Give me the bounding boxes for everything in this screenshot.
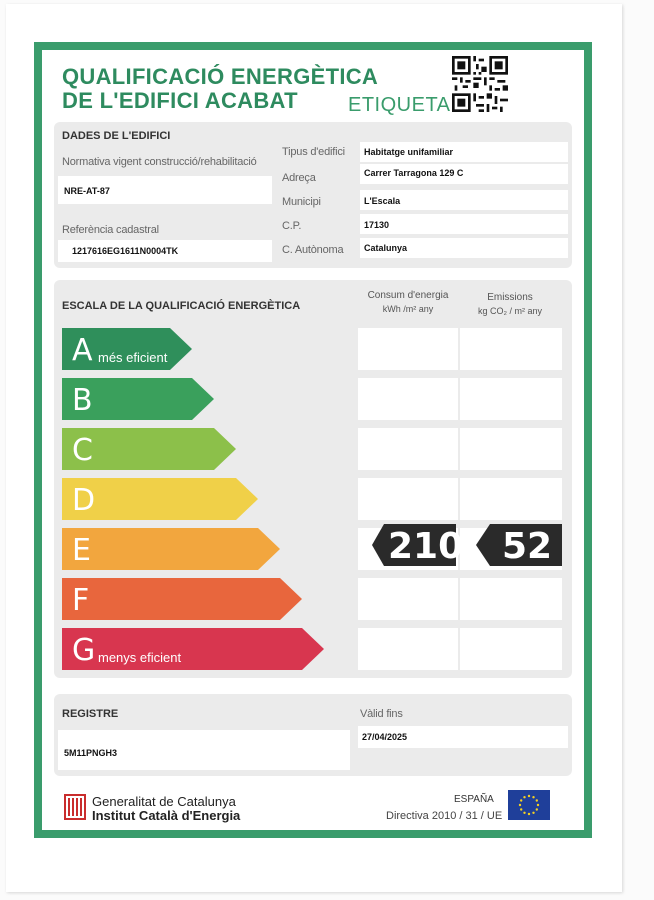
band-letter: F — [72, 583, 90, 618]
adreca-field — [360, 164, 568, 184]
consum-badge — [372, 524, 464, 567]
grid-cell — [358, 428, 458, 470]
band-letter: E — [72, 533, 91, 568]
grid-cell — [358, 328, 458, 370]
grid-cell — [358, 478, 458, 520]
cp-label: C.P. — [282, 220, 302, 232]
consum-header — [358, 290, 458, 314]
grid-cell — [460, 428, 562, 470]
adreca-label: Adreça — [282, 172, 316, 184]
tipus-value: Habitatge unifamiliar — [364, 147, 454, 157]
band-letter: G — [72, 633, 96, 668]
tipus-field — [360, 142, 568, 162]
emissions-header — [460, 292, 560, 316]
rating-band-e — [62, 528, 280, 570]
consum-value: 210 — [388, 526, 464, 567]
org-line2: Institut Català d'Energia — [92, 808, 241, 823]
rating-band-g — [62, 628, 324, 670]
emissions-value: 52 — [502, 526, 553, 567]
municipi-value: L'Escala — [364, 196, 401, 206]
rating-band-a — [62, 328, 192, 370]
municipi-field — [360, 190, 568, 210]
normativa-field — [58, 176, 272, 204]
building-section-title: DADES DE L'EDIFICI — [62, 130, 171, 142]
band-letter: C — [72, 433, 93, 468]
emissions-badge — [476, 524, 562, 566]
comunitat-field — [360, 238, 568, 258]
label-title-line1: QUALIFICACIÓ ENERGÈTICA — [62, 64, 379, 89]
cp-field — [360, 214, 568, 234]
eu-flag-icon — [508, 790, 550, 820]
consum-header-title: Consum d'energia — [367, 290, 449, 301]
referencia-field — [58, 240, 272, 262]
grid-cell — [358, 378, 458, 420]
registre-field — [58, 730, 350, 770]
band-caption: menys eficient — [98, 650, 182, 665]
rating-band-d — [62, 478, 258, 520]
comunitat-value: Catalunya — [364, 243, 408, 253]
energy-label-frame — [34, 42, 592, 838]
country-label: ESPAÑA — [454, 794, 494, 805]
org-line1: Generalitat de Catalunya — [92, 794, 236, 809]
grid-cell — [460, 478, 562, 520]
emissions-header-unit: kg CO₂ / m² any — [477, 306, 542, 316]
normativa-label: Normativa vigent construcció/rehabilitació — [62, 156, 257, 168]
consum-header-unit: kWh /m² any — [382, 304, 434, 314]
tipus-label: Tipus d'edifici — [282, 146, 345, 158]
referencia-value: 1217616EG1611N0004TK — [72, 246, 179, 256]
rating-band-f — [62, 578, 302, 620]
band-letter: D — [72, 483, 96, 518]
grid-cell — [358, 628, 458, 670]
referencia-label: Referència cadastral — [62, 224, 159, 236]
building-data-panel — [54, 122, 572, 268]
registre-section-title: REGISTRE — [62, 708, 119, 720]
grid-cell — [460, 628, 562, 670]
band-letter: A — [72, 333, 93, 368]
band-arrow-shape — [62, 578, 302, 620]
label-title-line2: DE L'EDIFICI ACABAT — [62, 88, 298, 113]
qr-code-icon — [452, 56, 508, 112]
rating-band-c — [62, 428, 236, 470]
valid-label: Vàlid fins — [360, 708, 403, 720]
cp-value: 17130 — [364, 220, 390, 230]
normativa-value: NRE-AT-87 — [64, 186, 110, 196]
registre-panel — [54, 694, 572, 776]
valid-field — [358, 726, 568, 748]
registre-value: 5M11PNGH3 — [64, 748, 118, 758]
comunitat-label: C. Autònoma — [282, 244, 344, 256]
band-arrow-shape — [62, 528, 280, 570]
adreca-value: Carrer Tarragona 129 C — [364, 168, 464, 178]
valid-value: 27/04/2025 — [362, 732, 408, 742]
generalitat-logo-icon — [64, 794, 86, 820]
scale-section-title: ESCALA DE LA QUALIFICACIÓ ENERGÈTICA — [62, 300, 301, 312]
grid-cell — [358, 578, 458, 620]
directive-label: Directiva 2010 / 31 / UE — [386, 810, 503, 822]
grid-cell — [460, 378, 562, 420]
band-caption: més eficient — [98, 350, 168, 365]
rating-band-b — [62, 378, 214, 420]
grid-cell — [460, 578, 562, 620]
band-letter: B — [72, 383, 93, 418]
emissions-header-title: Emissions — [487, 292, 533, 303]
grid-cell — [460, 328, 562, 370]
etiqueta-heading: ETIQUETA — [348, 94, 451, 116]
municipi-label: Municipi — [282, 196, 321, 208]
